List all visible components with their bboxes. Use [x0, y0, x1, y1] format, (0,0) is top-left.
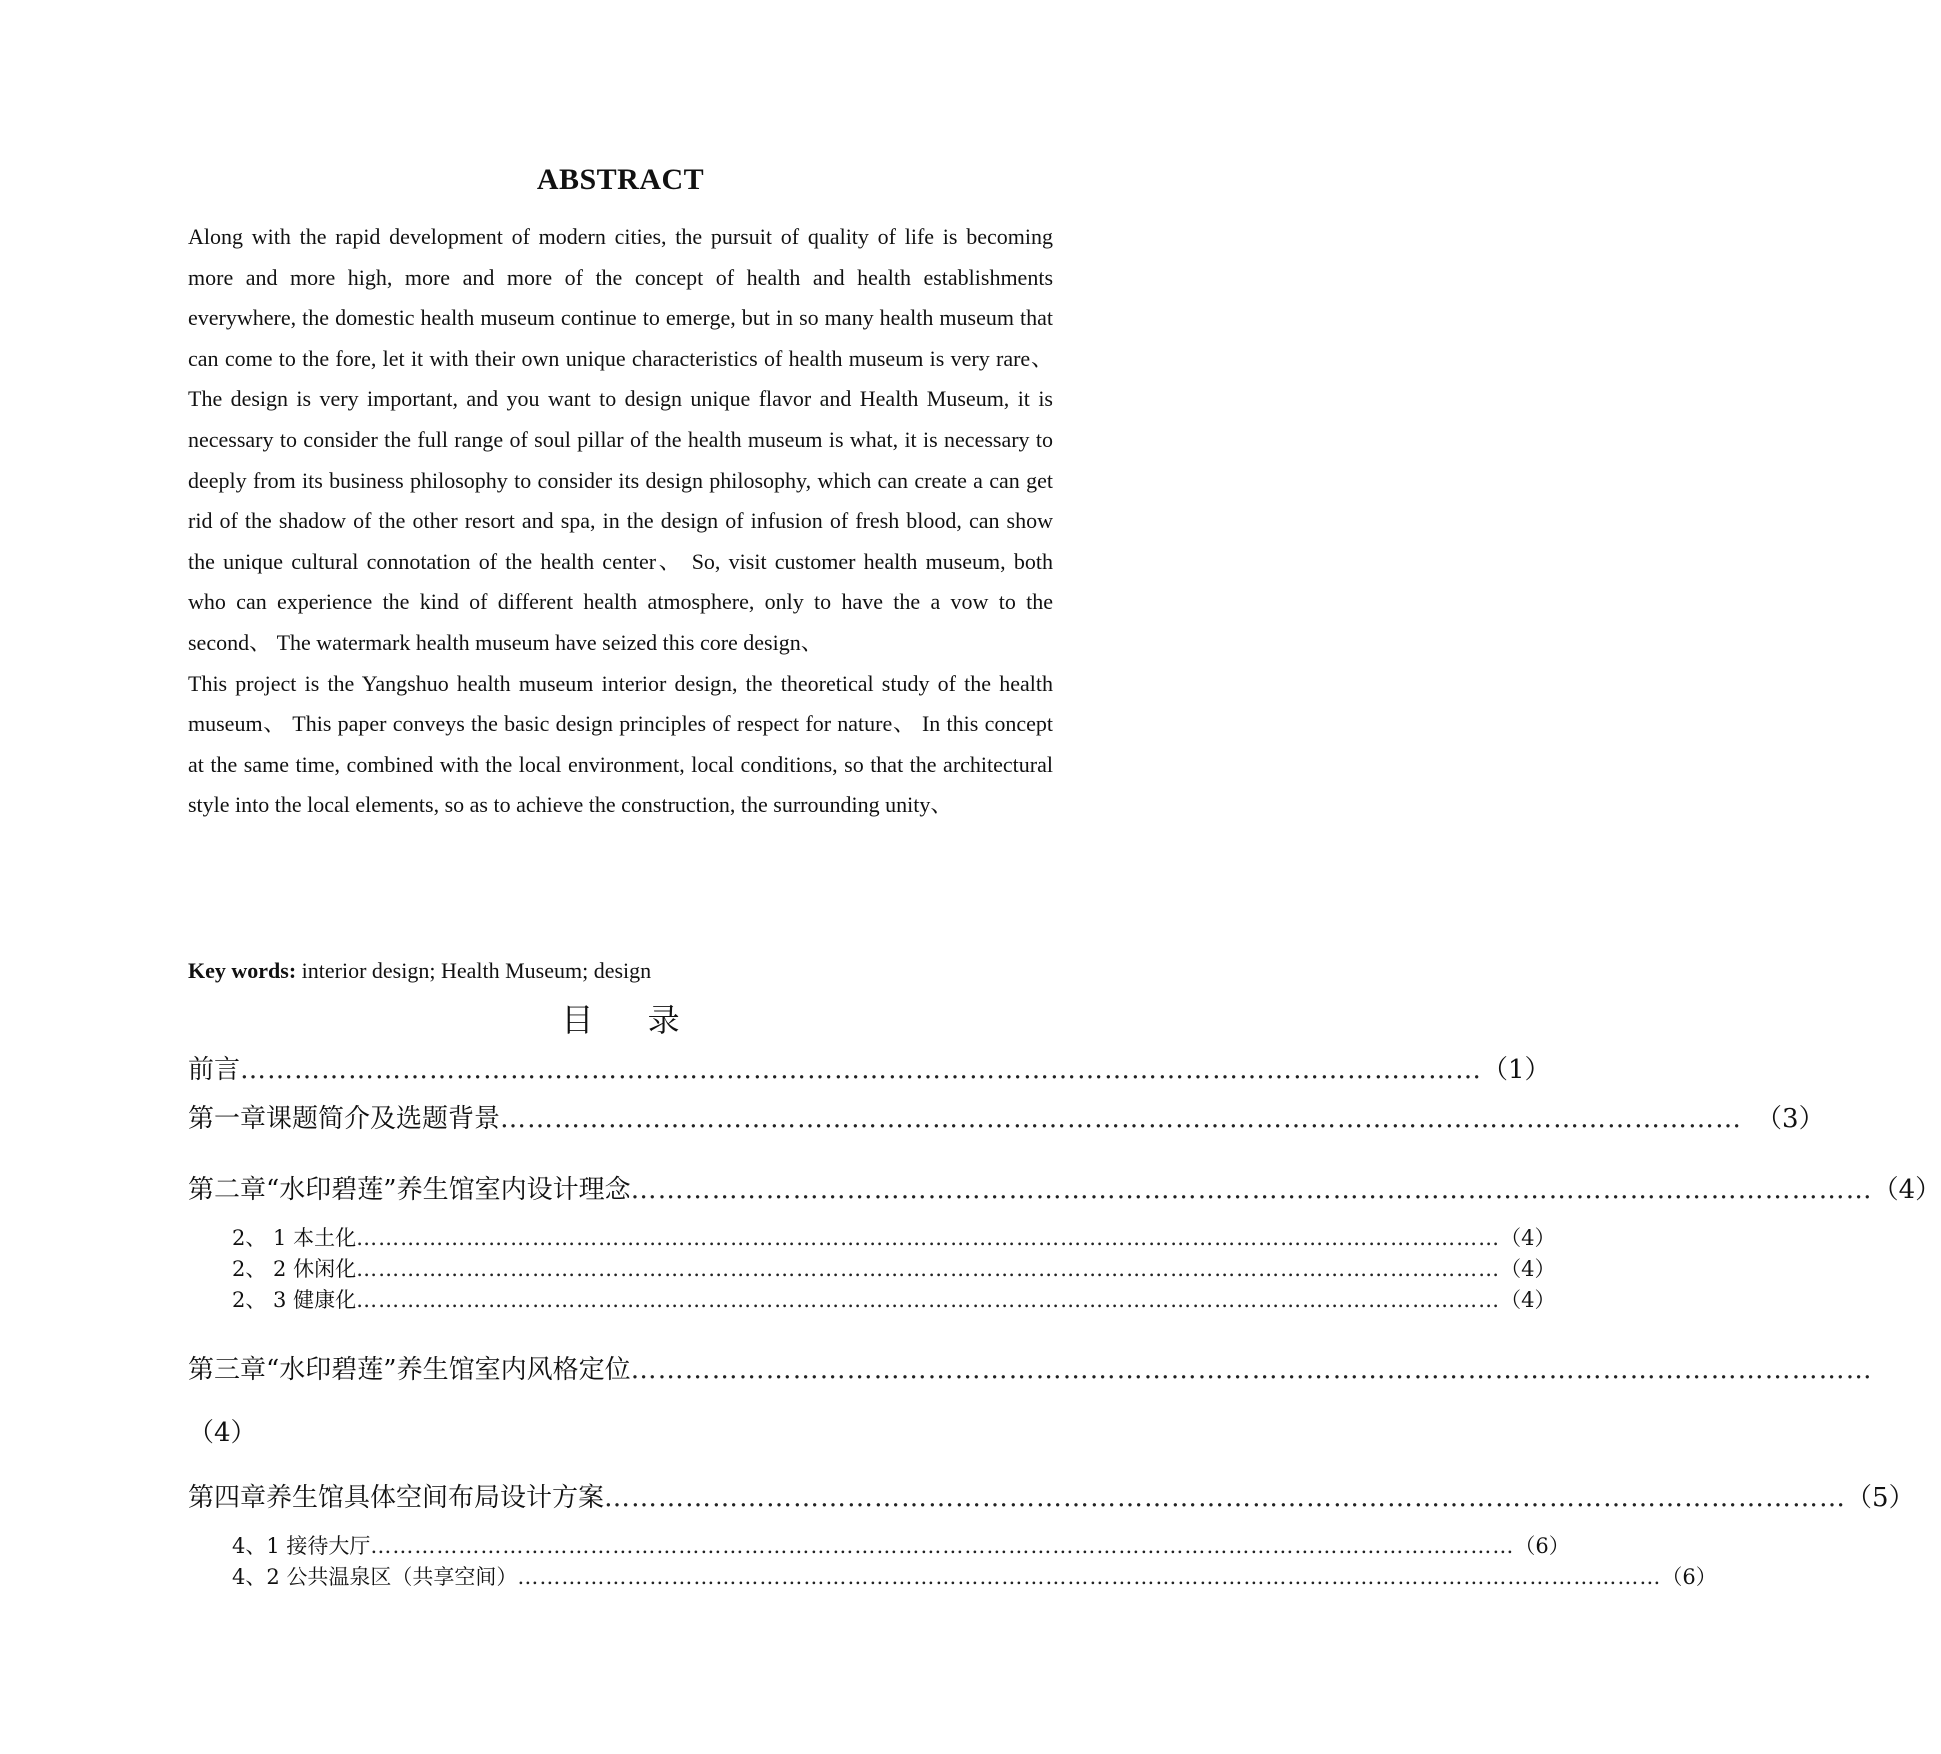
toc-page-number: （6） — [1514, 1534, 1570, 1558]
toc-leader-dots: ………………………………………………………………………………………………………………………… — [500, 1104, 1743, 1134]
keywords-label: Key words: — [188, 958, 297, 983]
toc-page-number: （4） — [188, 1418, 257, 1448]
toc-entry-chapter-number: 第四章 — [188, 1483, 267, 1513]
toc-entry-label: 4、2 公共温泉区（共享空间） — [232, 1565, 518, 1589]
toc-entry-chapter-number: 第二章 — [188, 1175, 267, 1205]
abstract-paragraph-1: Along with the rapid development of modern cities, the pursuit of quality of life is becoming more and more high, more and more of the concept of health and health establishments everywhere, the domestic health museum continue to emerge, but in so many health museum that can come to the fore, let it with their own unique characteristics of health museum is very rare、 The design is very important, and you want to design unique flavor and Health Museum, it is necessary to consider the full range of soul pillar of the health museum is what, it is necessary to deeply from its business philosophy to consider its design philosophy, which can create a can get rid of the shadow of the other resort and spa, in the design of infusion of fresh blood, can show the unique cultural connotation of the health center、 So, visit customer health museum, both who can experience the kind of different health atmosphere, only to have the a vow to the second、 The watermark health museum have seized this core design、 — [188, 224, 1053, 655]
toc-leader-dots: ………………………………………………………………………………………………………………………… — [604, 1483, 1847, 1513]
toc-leader-dots: ………………………………………………………………………………………………………………………………………… — [517, 1565, 1662, 1589]
toc-entry-chapter-1[interactable] — [188, 1099, 1825, 1139]
keywords-value: interior design; Health Museum; design — [296, 958, 652, 983]
toc-leader-dots: ………………………………………………………………………………………………………………………… — [630, 1355, 1873, 1385]
toc-entry-section-4-2[interactable] — [232, 1561, 1717, 1593]
keywords-line — [188, 951, 1053, 991]
toc-page-number: （4） — [1500, 1257, 1556, 1281]
toc-entry-label: 2、 2 休闲化 — [232, 1257, 357, 1281]
toc-entry-preface[interactable] — [188, 1050, 1551, 1090]
toc-entry-label: 养生馆具体空间布局设计方案 — [266, 1483, 605, 1513]
toc-page-number: （5） — [1846, 1483, 1915, 1513]
toc-entry-label: “水印碧莲”养生馆室内设计理念 — [266, 1175, 631, 1205]
toc-entry-label: 课题简介及选题背景 — [266, 1104, 501, 1134]
toc-entry-label: 前言 — [188, 1055, 241, 1085]
abstract-body — [188, 217, 1053, 826]
toc-leader-dots: ………………………………………………………………………………………………………………………………………… — [356, 1257, 1501, 1281]
toc-leader-dots: ………………………………………………………………………………………………………………………… — [630, 1175, 1873, 1205]
toc-leader-dots: ………………………………………………………………………………………………………………………… — [240, 1055, 1483, 1085]
toc-entry-section-4-1[interactable] — [232, 1530, 1570, 1562]
abstract-heading: ABSTRACT — [536, 163, 705, 196]
abstract-paragraph-2: This project is the Yangshuo health museum interior design, the theoretical study of the health museum、 This paper conveys the basic design principles of respect for nature、 In this concept at the same time, combined with the local environment, local conditions, so that the architectural style into the local elements, so as to achieve the construction, the surrounding unity、 — [188, 670, 1053, 818]
toc-entry-label: 2、 1 本土化 — [232, 1226, 357, 1250]
toc-entry-label: 4、1 接待大厅 — [232, 1534, 371, 1558]
toc-page-number: （1） — [1482, 1055, 1551, 1085]
toc-entry-chapter-2[interactable] — [188, 1170, 1941, 1210]
toc-entry-section-2-3[interactable] — [232, 1284, 1556, 1316]
toc-page-number: （4） — [1872, 1175, 1941, 1205]
toc-heading: 目 录 — [561, 1001, 702, 1039]
toc-entry-chapter-4[interactable] — [188, 1478, 1915, 1518]
toc-entry-label: 2、 3 健康化 — [232, 1288, 357, 1312]
toc-entry-label: “水印碧莲”养生馆室内风格定位 — [266, 1355, 631, 1385]
toc-page-number: （6） — [1661, 1565, 1717, 1589]
toc-page-number: （4） — [1500, 1226, 1556, 1250]
toc-entry-section-2-1[interactable] — [232, 1222, 1556, 1254]
toc-leader-dots: ………………………………………………………………………………………………………………………………………… — [370, 1534, 1515, 1558]
toc-entry-chapter-3[interactable] — [188, 1350, 1873, 1390]
toc-entry-chapter-number: 第一章 — [188, 1104, 267, 1134]
toc-leader-dots: ………………………………………………………………………………………………………………………………………… — [356, 1288, 1501, 1312]
toc-entry-section-2-2[interactable] — [232, 1253, 1556, 1285]
toc-page-number: （3） — [1756, 1104, 1825, 1134]
toc-entry-chapter-number: 第三章 — [188, 1355, 267, 1385]
toc-page-number: （4） — [1500, 1288, 1556, 1312]
toc-leader-dots: ………………………………………………………………………………………………………………………………………… — [356, 1226, 1501, 1250]
